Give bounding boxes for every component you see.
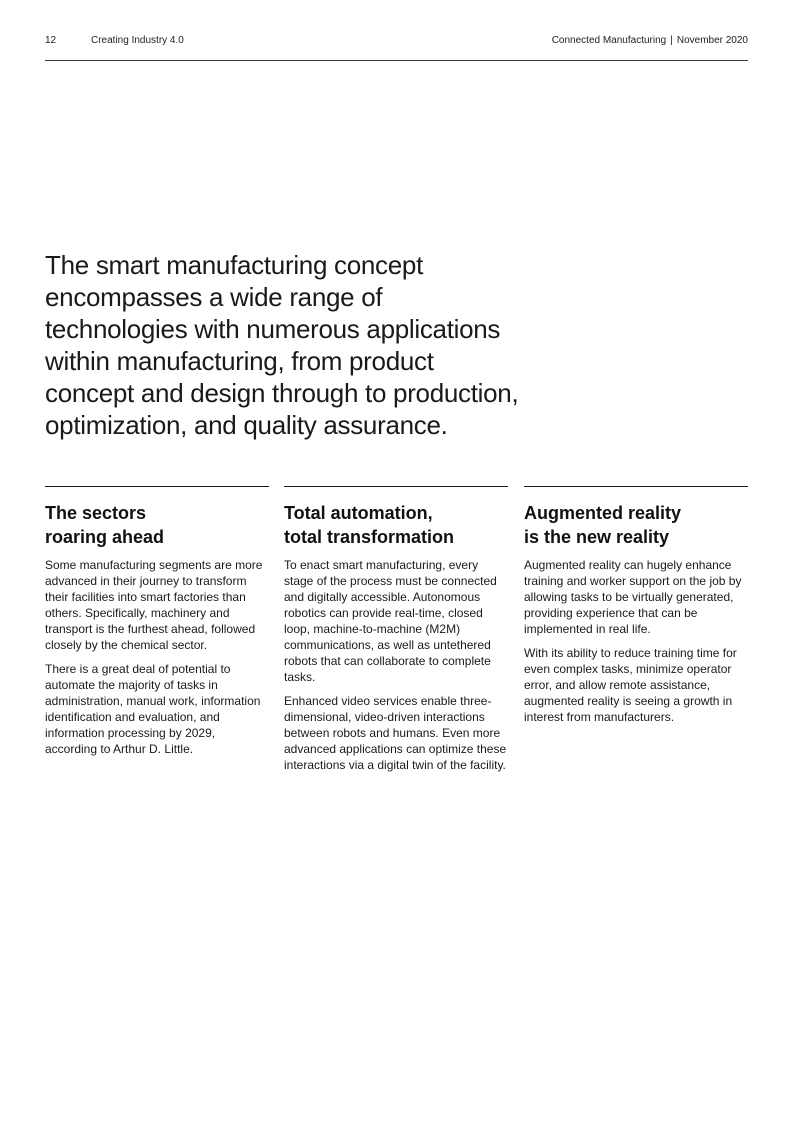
heading-line: Augmented reality <box>524 503 682 523</box>
header-separator: | <box>670 35 673 46</box>
column-heading <box>524 501 748 549</box>
section-title: Creating Industry 4.0 <box>91 35 184 46</box>
column-automation <box>284 486 508 773</box>
page-number: 12 <box>45 35 57 46</box>
report-date: November 2020 <box>676 35 748 46</box>
heading-line: total transformation <box>284 527 455 547</box>
body-paragraph: With its ability to reduce training time for even complex tasks, minimize operator error, and allow remote assistance, augmented reality is seeing a growth in interest from manufacturers. <box>524 646 737 724</box>
heading-line: is the new reality <box>524 527 670 547</box>
body-paragraph: Some manufacturing segments are more advanced in their journey to transform their facilities into smart factories than others. Specifically, machinery and transport is the furthest ahead, followed closely by the chemical sector. <box>45 558 263 652</box>
report-title: Connected Manufacturing <box>551 35 667 46</box>
body-paragraph: To enact smart manufacturing, every stage of the process must be connected and digitally accessible. Autonomous robotics can provide real-time, closed loop, machine-to-machine (M2M) communications, as well as untethered robots that can collaborate to complete tasks. <box>284 558 497 684</box>
column-heading <box>284 501 508 549</box>
heading-line: roaring ahead <box>45 527 165 547</box>
lead-statement: The smart manufacturing concept encompasses a wide range of technologies with numerous applications within manufacturing, from product concept and design through to production, optimization, and quality assurance. <box>45 250 519 440</box>
column-heading <box>45 501 269 549</box>
page-header <box>45 33 748 61</box>
header-right <box>552 34 748 48</box>
heading-line: Total automation, <box>284 503 433 523</box>
heading-line: The sectors <box>45 503 147 523</box>
body-paragraph: Enhanced video services enable three-dimensional, video-driven interactions between robots and humans. Even more advanced applications can optimize these interactions via a digital twin of the facility. <box>284 694 507 772</box>
body-paragraph: There is a great deal of potential to automate the majority of tasks in administration, manual work, information identification and evaluation, and information processing by 2029, according to Arthur D. Little. <box>45 662 261 756</box>
column-augmented-reality <box>524 486 748 725</box>
body-paragraph: Augmented reality can hugely enhance training and worker support on the job by allowing tasks to be virtually generated, providing experience that can be implemented in real life. <box>524 558 742 636</box>
header-left <box>45 34 184 48</box>
column-sectors <box>45 486 269 757</box>
